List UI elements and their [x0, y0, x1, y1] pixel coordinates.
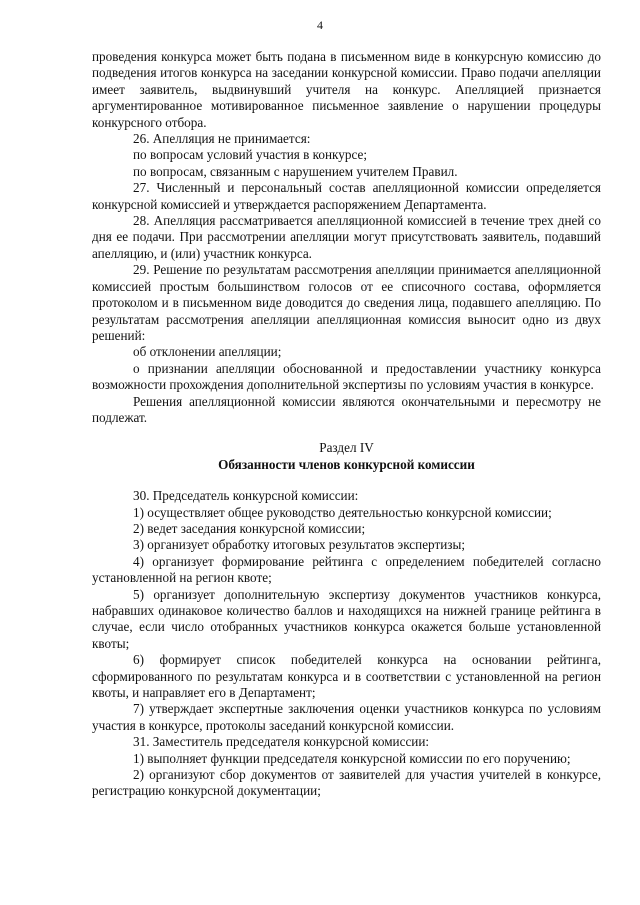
section-title: Раздел IV — [319, 440, 374, 456]
paragraph: Решения апелляционной комиссии являются окончательными и пересмотру не подлежат. — [92, 393, 601, 425]
paragraph: 26. Апелляция не принимается: — [133, 131, 311, 147]
list-item: 7) утверждает экспертные заключения оценки участников конкурса по условиям участия в конкурсе, протоколы заседаний конкурсной комиссии. — [92, 701, 601, 733]
paragraph: по вопросам условий участия в конкурсе; — [133, 147, 367, 163]
list-item: 5) организует дополнительную экспертизу документов участников конкурса, набравших одинаковое количество баллов и находящихся на нижней границе рейтинга в случае, если число отобранных участников конкурса окажется больше установленной квоты; — [92, 586, 601, 651]
list-item: 2) ведет заседания конкурсной комиссии; — [133, 520, 366, 536]
paragraph: 29. Решение по результатам рассмотрения апелляции принимается апелляционной комиссией простым большинством голосов от ее списочного состава, оформляется протоколом и в письменном виде доводится до сведения лица, подавшего апелляцию. По результатам рассмотрения апелляции апелляционная комиссия выносит одно из двух решений: — [92, 262, 601, 343]
paragraph: по вопросам, связанным с нарушением учителем Правил. — [133, 163, 458, 179]
document-body — [92, 49, 601, 800]
paragraph: о признании апелляции обоснованной и предоставлении участнику конкурса возможности прохождения дополнительной экспертизы по условиям участия в конкурсе. — [92, 360, 601, 393]
paragraph: об отклонении апелляции; — [133, 344, 282, 360]
paragraph: проведения конкурса может быть подана в письменном виде в конкурсную комиссию до подведения итогов конкурса на заседании конкурсной комиссии. Право подачи апелляции имеет заявитель, выдвинувший учителя на конкурс. Апелляцией признается аргументированное мотивированное письменное заявление о нарушении процедуры конкурсного отбора. — [92, 49, 601, 130]
list-item: 1) осуществляет общее руководство деятельностью конкурсной комиссии; — [133, 504, 552, 520]
list-item: 6) формирует список победителей конкурса на основании рейтинга, сформированного по результатам конкурса и в соответствии с установленной на регион квоты, и направляет его в Департамент; — [92, 652, 601, 701]
list-item: 1) выполняет функции председателя конкурсной комиссии по его поручению; — [133, 750, 571, 766]
paragraph: 30. Председатель конкурсной комиссии: — [133, 488, 359, 504]
page-number: 4 — [317, 18, 323, 32]
list-item: 2) организуют сбор документов от заявителей для участия учителей в конкурсе, регистрацию конкурсной документации; — [92, 767, 601, 799]
list-item: 3) организует обработку итоговых результатов экспертизы; — [133, 537, 466, 553]
paragraph: 27. Численный и персональный состав апелляционной комиссии определяется конкурсной комиссией и утверждается распоряжением Департамента. — [92, 180, 601, 212]
section-heading: Обязанности членов конкурсной комиссии — [218, 456, 475, 472]
paragraph: 31. Заместитель председателя конкурсной комиссии: — [133, 734, 430, 750]
paragraph: 28. Апелляция рассматривается апелляционной комиссией в течение трех дней со дня ее подачи. При рассмотрении апелляции могут присутствовать заявитель, подавший апелляцию, и (или) участник конкурса. — [92, 213, 601, 261]
list-item: 4) организует формирование рейтинга с определением победителей согласно установленной на регион квоте; — [92, 553, 601, 586]
